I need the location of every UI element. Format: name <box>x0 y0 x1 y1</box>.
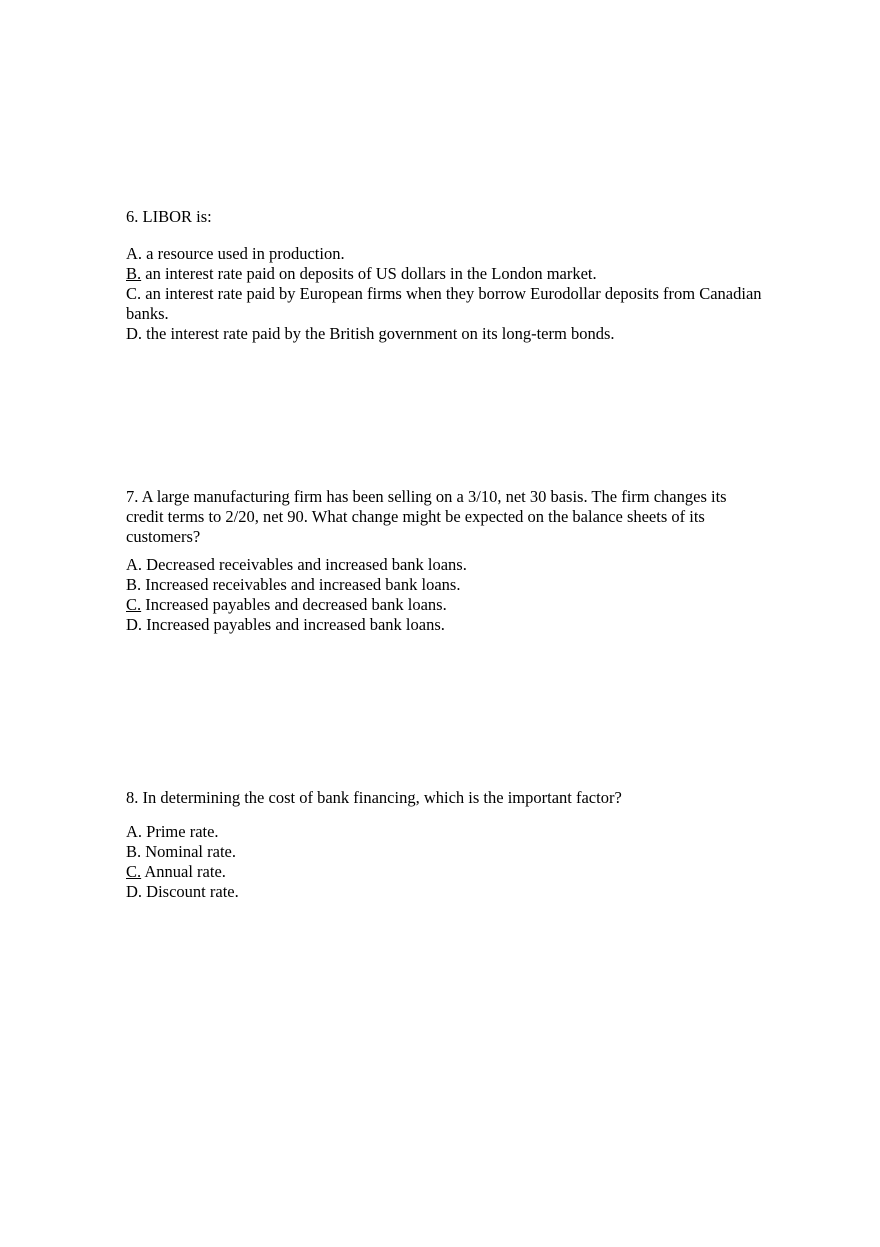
answer-option <box>126 264 766 284</box>
option-text: Increased receivables and increased bank loans. <box>145 575 461 594</box>
question-stem: 6. LIBOR is: <box>126 207 212 226</box>
option-text: the interest rate paid by the British government on its long-term bonds. <box>146 324 615 343</box>
answer-option <box>126 882 766 902</box>
answer-options <box>126 555 766 635</box>
answer-option <box>126 284 766 324</box>
option-text: Discount rate. <box>146 882 239 901</box>
option-text: Increased payables and decreased bank loans. <box>145 595 447 614</box>
answer-options <box>126 822 766 902</box>
question-7 <box>126 487 766 635</box>
question-8 <box>126 788 766 902</box>
answer-option <box>126 555 766 575</box>
option-letter: A. <box>126 822 143 841</box>
answer-options <box>126 244 766 344</box>
option-text: an interest rate paid on deposits of US dollars in the London market. <box>145 264 597 283</box>
option-letter: D. <box>126 324 143 343</box>
option-text: Prime rate. <box>146 822 219 841</box>
option-letter-marked-answer: B. <box>126 264 142 283</box>
option-letter-marked-answer: C. <box>126 862 142 881</box>
option-text: Nominal rate. <box>145 842 236 861</box>
question-stem: 7. A large manufacturing firm has been selling on a 3/10, net 30 basis. The firm changes its credit terms to 2/20, net 90. What change might be expected on the balance sheets of its customers? <box>126 487 727 546</box>
option-text: Increased payables and increased bank loans. <box>146 615 445 634</box>
option-letter: B. <box>126 575 142 594</box>
answer-option <box>126 842 766 862</box>
answer-option <box>126 822 766 842</box>
answer-option <box>126 324 766 344</box>
option-letter: C. <box>126 284 142 303</box>
answer-option <box>126 615 766 635</box>
answer-option <box>126 244 766 264</box>
option-text: a resource used in production. <box>146 244 345 263</box>
option-text: Decreased receivables and increased bank loans. <box>146 555 467 574</box>
question-6 <box>126 207 766 344</box>
answer-option <box>126 595 766 615</box>
option-letter: D. <box>126 882 143 901</box>
option-letter: B. <box>126 842 142 861</box>
answer-option <box>126 862 766 882</box>
option-letter-marked-answer: C. <box>126 595 142 614</box>
option-letter: A. <box>126 555 143 574</box>
question-stem: 8. In determining the cost of bank financing, which is the important factor? <box>126 788 622 807</box>
option-letter: D. <box>126 615 143 634</box>
option-text: an interest rate paid by European firms when they borrow Eurodollar deposits from Canadian banks. <box>126 284 762 323</box>
option-text: Annual rate. <box>144 862 226 881</box>
answer-option <box>126 575 766 595</box>
option-letter: A. <box>126 244 143 263</box>
